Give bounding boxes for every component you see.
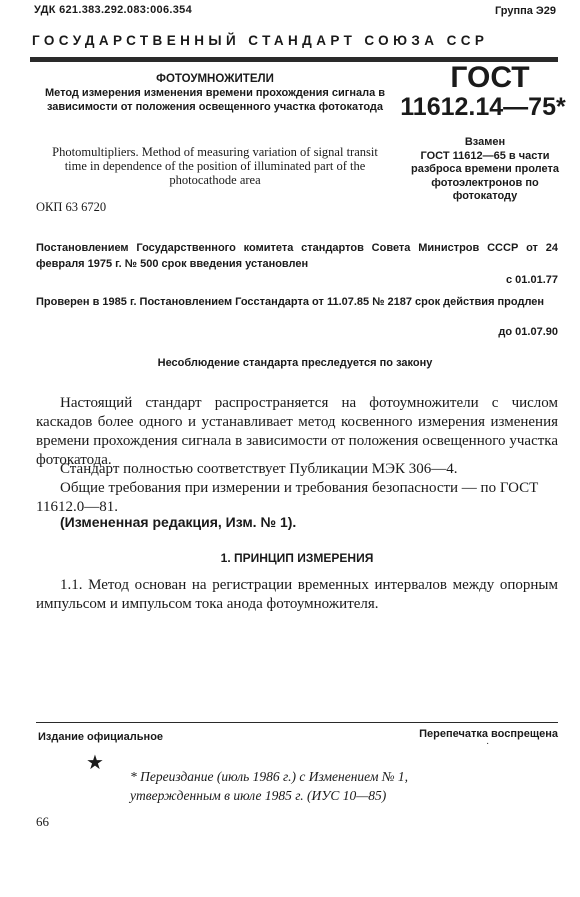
amendment-note: (Измененная редакция, Изм. № 1). — [60, 514, 297, 530]
footnote-line-2: утвержденным в июле 1985 г. (ИУС 10—85) — [130, 788, 387, 803]
scope-paragraph: Настоящий стандарт распространяется на фотоумножители с числом каскадов более одного и устанавливает метод косвенного измерения изменения времени прохождения сигнала в зависимости от положения освещенного участка фотокатода. — [36, 395, 558, 468]
udk-code: УДК 621.383.292.083:006.354 — [34, 4, 192, 16]
title-subtitle: Метод измерения изменения времени прохождения сигнала в зависимости от положения освещенного участка фотокатода — [44, 87, 386, 113]
group-code: Группа Э29 — [494, 5, 556, 17]
law-notice: Несоблюдение стандарта преследуется по закону — [157, 357, 433, 369]
footer-rule — [36, 722, 558, 723]
page-number: 66 — [36, 814, 49, 829]
decree-extension: Проверен в 1985 г. Постановлением Госстандарта от 11.07.85 № 2187 срок действия продлен — [36, 296, 545, 308]
gost-number: 11612.14—75* — [400, 93, 566, 121]
reprint-prohibited: Перепечатка воспрещена — [419, 728, 558, 740]
title-english: Photomultipliers. Method of measuring variation of signal transit time in dependence of the position of illuminated part of the photocathode area — [52, 145, 378, 187]
principle-paragraph: 1.1. Метод основан на регистрации временных интервалов между опорным импульсом и импульсом тока анода фотоумножителя. — [36, 577, 558, 612]
replaces-block — [410, 136, 560, 204]
reissue-footnote — [130, 767, 570, 805]
decree-introduction: Постановлением Государственного комитета стандартов Совета Министров СССР от 24 февраля 1975 г. № 500 срок введения установлен — [36, 242, 558, 270]
star-icon: ★ — [86, 752, 104, 774]
okp-code: ОКП 63 6720 — [36, 200, 107, 214]
footer-dot: · — [486, 738, 490, 749]
title-main: ФОТОУМНОЖИТЕЛИ — [156, 73, 274, 85]
official-edition: Издание официальное — [38, 731, 164, 743]
decree-extension-date: до 01.07.90 — [498, 326, 558, 338]
replaces-heading: Взамен — [464, 136, 506, 148]
iec-paragraph: Стандарт полностью соответствует Публикации МЭК 306—4. — [60, 461, 458, 477]
gost-label: ГОСТ — [450, 61, 530, 94]
title-russian — [40, 72, 390, 114]
section-heading: 1. ПРИНЦИП ИЗМЕРЕНИЯ — [220, 551, 374, 565]
footnote-line-1: * Переиздание (июль 1986 г.) с Изменением № 1, — [130, 769, 409, 784]
state-standard-banner: ГОСУДАРСТВЕННЫЙ СТАНДАРТ СОЮЗА ССР — [32, 33, 489, 48]
requirements-paragraph: Общие требования при измерении и требования безопасности — по ГОСТ 11612.0—81. — [36, 480, 539, 515]
replaces-text: ГОСТ 11612—65 в части разброса времени пролета фотоэлектронов по фотокатоду — [411, 149, 559, 202]
decree-introduction-date: с 01.01.77 — [506, 274, 558, 286]
